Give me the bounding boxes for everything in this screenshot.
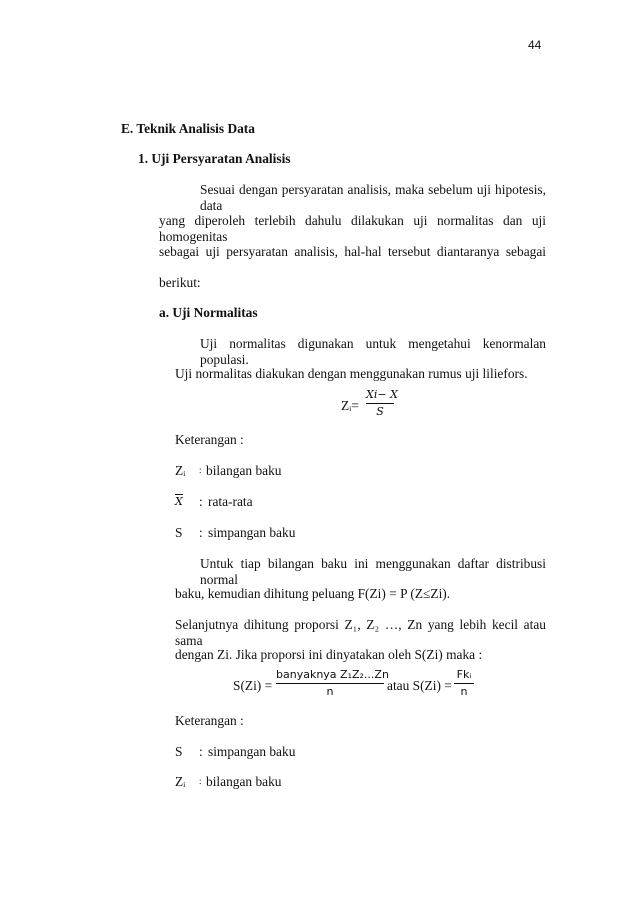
para3-line2: baku, kemudian dihitung peluang F(Zi) = P (Z≤Zi). (175, 586, 451, 601)
keterangan2-label: Keterangan : (175, 713, 244, 728)
keterangan2-sep-zi: : (199, 776, 202, 786)
section-heading: E. Teknik Analisis Data (121, 121, 255, 136)
formula1-denominator: S (376, 405, 384, 418)
formula2-numerator-1: banyaknya Z₁Z₂...Zn (276, 668, 389, 681)
keterangan1-desc-s: simpangan baku (208, 525, 296, 540)
formula1-fraction (366, 388, 398, 419)
formula2-denominator-2: n (460, 685, 468, 698)
para1-line2: yang diperoleh terlebih dahulu dilakukan uji normalitas dan uji homogenitas (159, 213, 546, 244)
formula1-fraction-bar (366, 403, 394, 404)
keterangan1-sep-zi: : (199, 465, 202, 475)
keterangan2-sym-s: S (175, 744, 183, 759)
keterangan1-sym-s: S (175, 525, 183, 540)
keterangan2-sep-s: : (199, 744, 203, 759)
para1-line4: berikut: (159, 275, 201, 290)
subsection-heading: 1. Uji Persyaratan Analisis (138, 151, 291, 166)
formula2-mid: atau S(Zi) = (387, 678, 452, 693)
para4-line1: Selanjutnya dihitung proporsi Z₁, Z₂ …, Zn yang lebih kecil atau sama (175, 617, 546, 648)
para1-line1: Sesuai dengan persyaratan analisis, maka sebelum uji hipotesis, data (200, 182, 546, 213)
para2-line1: Uji normalitas digunakan untuk mengetahui kenormalan populasi. (200, 336, 546, 367)
keterangan1-sym-xbar: X (175, 495, 183, 508)
keterangan1-desc-xbar: rata-rata (208, 494, 253, 509)
formula2-numerator-2: Fkᵢ (456, 668, 472, 681)
para2-line2: Uji normalitas diakukan dengan menggunakan rumus uji liliefors. (175, 366, 528, 381)
sub-a-heading: a. Uji Normalitas (159, 305, 258, 320)
keterangan2-desc-zi: bilangan baku (206, 774, 282, 789)
formula2-fraction-bar-2 (454, 683, 474, 684)
formula1-numerator: Xi− X (366, 388, 398, 401)
formula2-lhs: S(Zi) = (233, 678, 273, 693)
keterangan1-sep-s: : (199, 525, 203, 540)
para4-line2: dengan Zi. Jika proporsi ini dinyatakan oleh S(Zi) maka : (175, 647, 483, 662)
keterangan2-desc-s: simpangan baku (208, 744, 296, 759)
formula1-lhs: Zᵢ= (341, 398, 359, 413)
para1-line3: sebagai uji persyaratan analisis, hal-hal tersebut diantaranya sebagai (159, 244, 546, 259)
formula2-denominator-1: n (326, 685, 334, 698)
formula2-fraction-bar-1 (276, 683, 384, 684)
keterangan1-sep-xbar: : (199, 494, 203, 509)
keterangan1-desc-zi: bilangan baku (206, 463, 282, 478)
keterangan2-sym-zi: Zᵢ (175, 774, 186, 789)
keterangan1-sym-zi: Zᵢ (175, 463, 186, 478)
para3-line1: Untuk tiap bilangan baku ini menggunakan daftar distribusi normal (200, 556, 546, 587)
formula2-fraction-1 (276, 668, 389, 699)
page-number: 44 (528, 38, 542, 52)
keterangan1-label: Keterangan : (175, 432, 244, 447)
formula2-fraction-2 (454, 668, 474, 699)
